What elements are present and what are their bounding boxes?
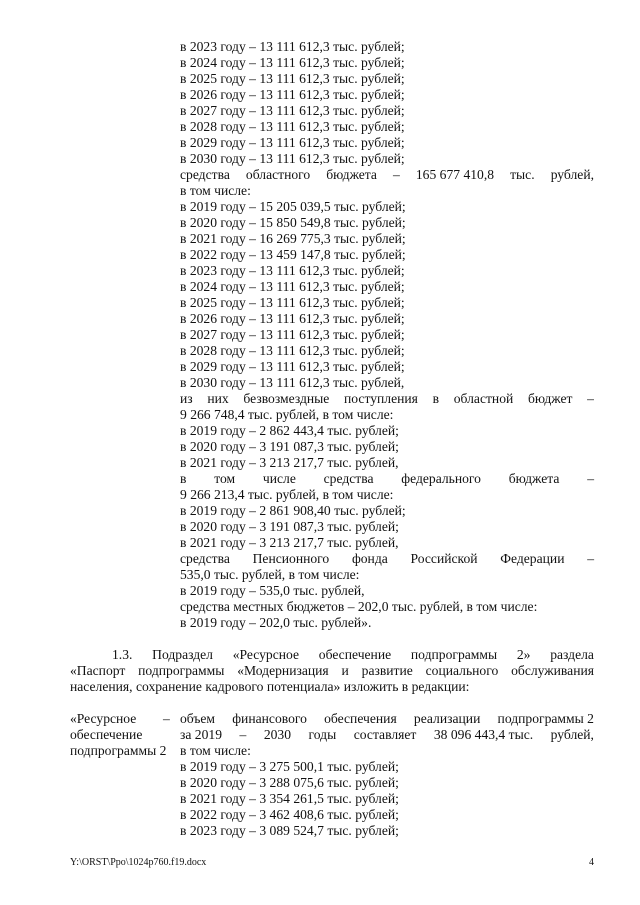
list-item: в 2025 году – 13 111 612,3 тыс. рублей; — [180, 71, 405, 86]
list-item: в 2030 году – 13 111 612,3 тыс. рублей; — [180, 151, 405, 166]
list-item: в 2019 году – 15 205 039,5 тыс. рублей; — [180, 199, 406, 214]
list-item: в 2020 году – 3 191 087,3 тыс. рублей; — [180, 519, 399, 534]
list-item: в 2026 году – 13 111 612,3 тыс. рублей; — [180, 311, 405, 326]
list-item: в 2021 году – 16 269 775,3 тыс. рублей; — [180, 231, 406, 246]
list-item: в 2021 году – 3 354 261,5 тыс. рублей; — [180, 791, 399, 806]
list-item: в 2021 году – 3 213 217,7 тыс. рублей, — [180, 535, 399, 550]
list-item: в 2023 году – 3 089 524,7 тыс. рублей; — [180, 823, 399, 838]
table-line-2: за 2019 – 2030 годы составляет 38 096 443,4 тыс. рублей, — [180, 727, 594, 742]
regional-budget-line: средства областного бюджета – 165 677 410,8 тыс. рублей, — [180, 167, 594, 182]
federal-cont: 9 266 213,4 тыс. рублей, в том числе: — [180, 487, 394, 502]
list-item: в 2020 году – 15 850 549,8 тыс. рублей; — [180, 215, 406, 230]
pension-cont: 535,0 тыс. рублей, в том числе: — [180, 567, 360, 582]
table-label: обеспечение — [70, 727, 143, 742]
list-item: в 2019 году – 535,0 тыс. рублей, — [180, 583, 365, 598]
list-item: в 2019 году – 2 862 443,4 тыс. рублей; — [180, 423, 399, 438]
regional-budget-cont: в том числе: — [180, 183, 251, 198]
list-item: в 2029 году – 13 111 612,3 тыс. рублей; — [180, 135, 405, 150]
list-item: в 2022 году – 3 462 408,6 тыс. рублей; — [180, 807, 399, 822]
list-item: в 2019 году – 202,0 тыс. рублей». — [180, 615, 372, 630]
grants-line: из них безвозмездные поступления в областной бюджет – — [180, 391, 594, 406]
list-item: в 2027 году – 13 111 612,3 тыс. рублей; — [180, 103, 405, 118]
list-item: в 2028 году – 13 111 612,3 тыс. рублей; — [180, 119, 405, 134]
list-item: в 2020 году – 3 288 075,6 тыс. рублей; — [180, 775, 399, 790]
table-line-1: объем финансового обеспечения реализации подпрограммы 2 — [180, 711, 594, 726]
list-item: в 2025 году – 13 111 612,3 тыс. рублей; — [180, 295, 405, 310]
list-item: в 2022 году – 13 459 147,8 тыс. рублей; — [180, 247, 406, 262]
list-item: в 2021 году – 3 213 217,7 тыс. рублей, — [180, 455, 399, 470]
pension-line: средства Пенсионного фонда Российской Федерации – — [180, 551, 594, 566]
list-item: в 2026 году – 13 111 612,3 тыс. рублей; — [180, 87, 405, 102]
list-item: в 2027 году – 13 111 612,3 тыс. рублей; — [180, 327, 405, 342]
section-line-2: «Паспорт подпрограммы «Модернизация и развитие социального обслуживания — [70, 663, 594, 678]
page-number: 4 — [589, 857, 594, 868]
grants-cont: 9 266 748,4 тыс. рублей, в том числе: — [180, 407, 394, 422]
table-label: подпрограммы 2 — [70, 743, 167, 758]
local-budget-line: средства местных бюджетов – 202,0 тыс. рублей, в том числе: — [180, 599, 538, 614]
list-item: в 2023 году – 13 111 612,3 тыс. рублей; — [180, 39, 405, 54]
list-item: в 2024 году – 13 111 612,3 тыс. рублей; — [180, 55, 405, 70]
list-item: в 2023 году – 13 111 612,3 тыс. рублей; — [180, 263, 405, 278]
table-dash: – — [163, 711, 170, 726]
footer-file-path: Y:\ORST\Ppo\1024p760.f19.docx — [70, 857, 207, 868]
list-item: в 2024 году – 13 111 612,3 тыс. рублей; — [180, 279, 405, 294]
list-item: в 2019 году – 2 861 908,40 тыс. рублей; — [180, 503, 406, 518]
section-paragraph — [70, 647, 594, 695]
section-line-3: населения, сохранение кадрового потенциала» изложить в редакции: — [70, 679, 470, 694]
table-line-3: в том числе: — [180, 743, 251, 758]
list-item: в 2028 году – 13 111 612,3 тыс. рублей; — [180, 343, 405, 358]
table-label: «Ресурсное — [70, 711, 137, 726]
list-item: в 2019 году – 3 275 500,1 тыс. рублей; — [180, 759, 399, 774]
list-item: в 2030 году – 13 111 612,3 тыс. рублей, — [180, 375, 405, 390]
list-item: в 2020 году – 3 191 087,3 тыс. рублей; — [180, 439, 399, 454]
federal-line: в том числе средства федерального бюджета – — [180, 471, 594, 486]
section-line-1: 1.3. Подраздел «Ресурсное обеспечение подпрограммы 2» раздела — [112, 647, 594, 662]
list-item: в 2029 году – 13 111 612,3 тыс. рублей; — [180, 359, 405, 374]
